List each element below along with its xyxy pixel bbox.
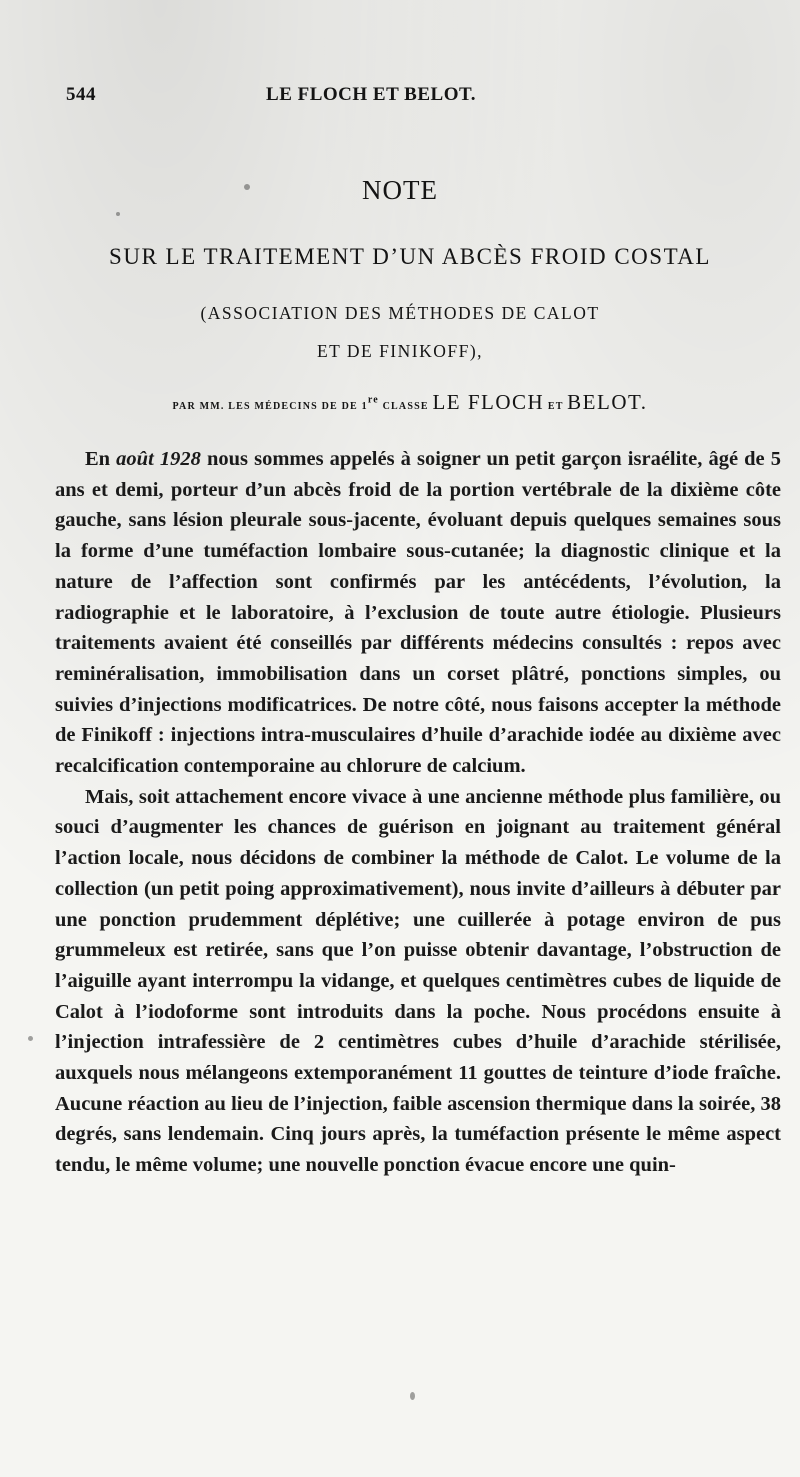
byline-class: CLASSE xyxy=(378,401,433,412)
paragraph-2: Mais, soit attachement encore vivace à une ancienne méthode plus familière, ou souci d’augmenter les chances de guérison en joignant au traitement général l’action locale, nous décidons de combiner la méthode de Calot. Le volume de la collection (un petit poing approximativement), nous invite d’ailleurs à débuter par une ponction prudemment déplétive; une cuillerée à potage environ de pus grummeleux est retirée, sans que l’on puisse obtenir davantage, l’obstruction de l’aiguille ayant interrompu la vidange, et quelques centimètres cubes de liquide de Calot à l’iodoforme sont introduits dans la poche. Nous procédons ensuite à l’injection intrafessière de 2 centimètres cubes d’huile d’arachide stérilisée, auxquels nous mélangeons extemporanément 11 gouttes de teinture d’iode fraîche. Aucune réaction au lieu de l’injection, faible ascension thermique dans la soirée, 38 degrés, sans lendemain. Cinq jours après, la tuméfaction présente le même aspect tendu, le même volume; une nouvelle ponction évacue encore une quin- xyxy=(55,785,781,1177)
article-title: NOTE xyxy=(362,175,438,205)
byline xyxy=(60,390,760,415)
association-line-1: (ASSOCIATION DES MÉTHODES DE CALOT xyxy=(200,303,600,323)
ink-speck xyxy=(28,1036,33,1041)
byline-prefix: PAR MM. LES MÉDECINS DE DE 1 xyxy=(172,401,368,412)
author-name-2: BELOT. xyxy=(567,390,648,414)
paragraph-1 xyxy=(55,444,781,782)
author-name-1: LE FLOCH xyxy=(432,390,545,414)
running-title: LE FLOCH ET BELOT. xyxy=(266,84,476,105)
byline-and: ET xyxy=(544,401,568,412)
ink-speck xyxy=(244,184,250,190)
byline-superscript: re xyxy=(367,394,379,406)
paragraph-1-text: nous sommes appelés à soigner un petit garçon israélite, âgé de 5 ans et demi, porteur d’un abcès froid de la portion vertébrale de la dixième côte gauche, sans lésion pleurale sous-jacente, évoluant depuis quelques semaines sous la forme d’une tuméfaction lombaire sous-cutanée; la diagnostic clinique et la nature de l’affection sont confirmés par les antécédents, l’évolution, la radiographie et le laboratoire, à l’exclusion de toute autre étiologie. Plusieurs traitements avaient été conseillés par différents médecins consultés : repos avec reminéralisation, immobilisation dans un corset plâtré, ponctions simples, ou suivies d’injections modificatrices. De notre côté, nous faisons accepter la méthode de Finikoff : injections intra-musculaires d’huile d’arachide iodée au dixième avec recalcification contemporaine au chlorure de calcium. xyxy=(55,448,781,778)
ink-speck xyxy=(410,1392,415,1400)
running-head xyxy=(66,82,766,112)
article-subtitle: SUR LE TRAITEMENT D’UN ABCÈS FROID COSTAL xyxy=(109,244,711,269)
page-number: 544 xyxy=(66,84,96,105)
body-text xyxy=(55,444,781,1181)
paragraph-1-date: août 1928 xyxy=(116,448,201,470)
ink-speck xyxy=(116,212,120,216)
paragraph-1-lead: En xyxy=(85,448,117,470)
association-line-2: ET DE FINIKOFF), xyxy=(316,341,484,361)
